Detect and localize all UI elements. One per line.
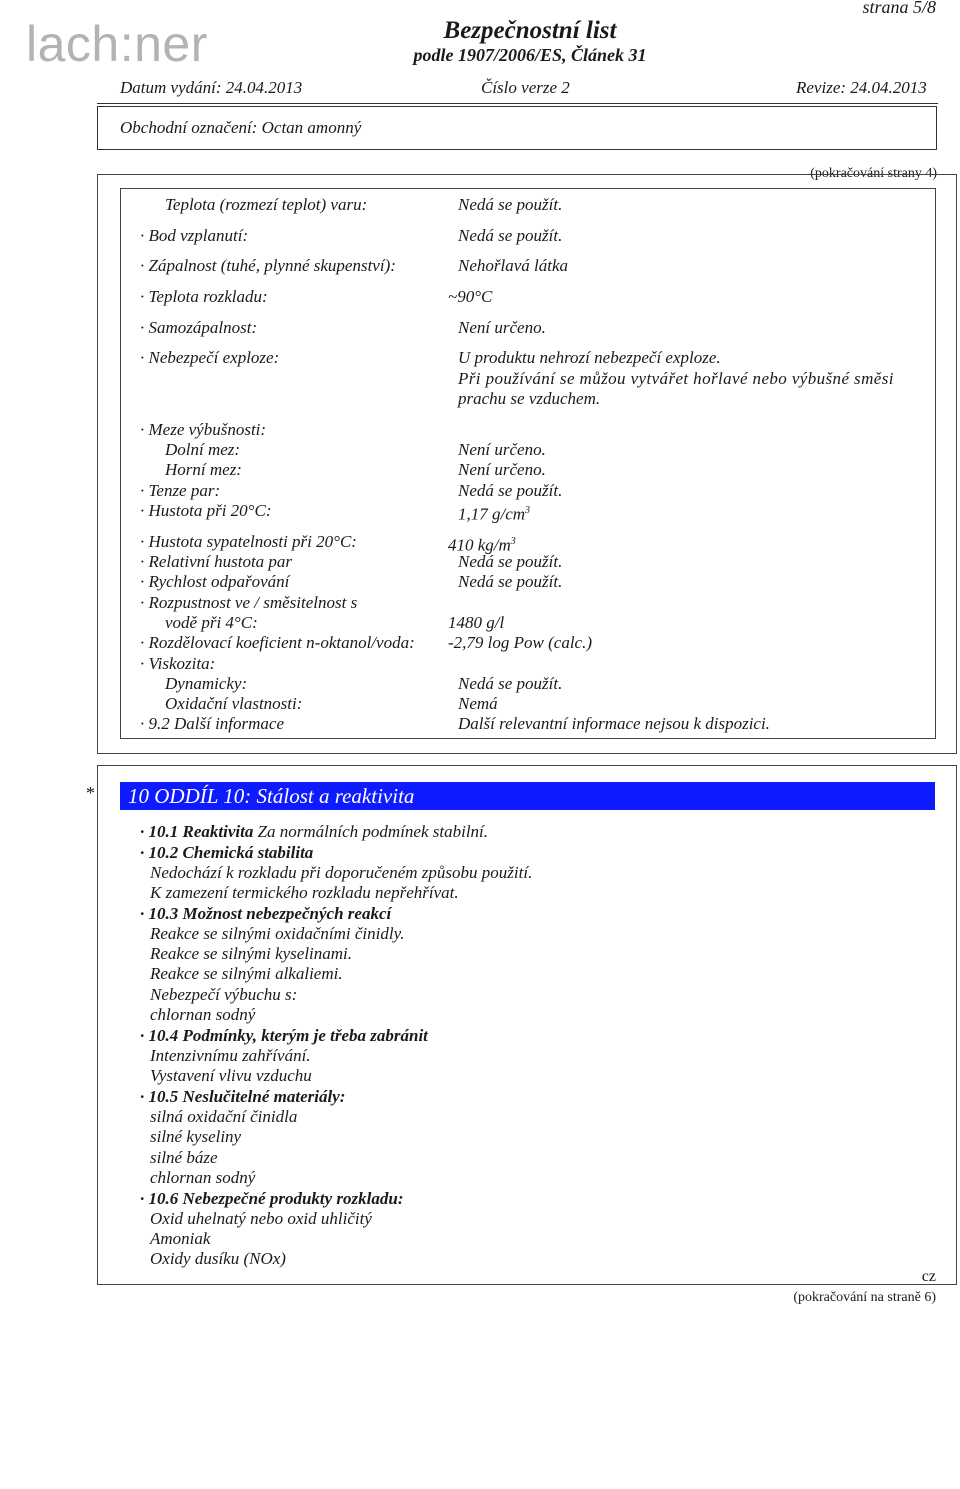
subsection-text: Amoniak (150, 1229, 211, 1248)
version-number: Číslo verze 2 (481, 78, 570, 97)
subsection-text: chlornan sodný (150, 1005, 256, 1024)
subsection-heading: · 10.3 Možnost nebezpečných reakcí (140, 904, 392, 923)
subsection-heading: · 10.4 Podmínky, kterým je třeba zabránit (140, 1026, 428, 1045)
header-divider (97, 103, 938, 104)
subsection-text: K zamezení termického rozkladu nepřehřívat. (150, 883, 459, 902)
property-label: · Teplota rozkladu: (140, 287, 268, 306)
company-logo: lach:ner (26, 16, 208, 72)
property-value: Není určeno. (458, 318, 546, 337)
subsection-text: silné báze (150, 1148, 218, 1167)
subsection-heading: · 10.6 Nebezpečné produkty rozkladu: (140, 1189, 404, 1208)
subsection-text: Oxidy dusíku (NOx) (150, 1249, 286, 1268)
revision-date: Revize: 24.04.2013 (796, 78, 927, 97)
property-value-line3: prachu se vzduchem. (458, 389, 601, 408)
document-subtitle: podle 1907/2006/ES, Článek 31 (413, 45, 647, 65)
page-number: strana 5/8 (862, 0, 936, 17)
property-value: Nedá se použít. (458, 481, 563, 500)
trade-name: Obchodní označení: Octan amonný (120, 118, 362, 137)
property-label: · Tenze par: (140, 481, 221, 500)
property-label: · Zápalnost (tuhé, plynné skupenství): (140, 256, 396, 275)
continuation-from-note: (pokračování strany 4) (810, 166, 937, 181)
property-label: · Hustota sypatelnosti při 20°C: (140, 532, 357, 551)
property-value: Nedá se použít. (458, 572, 563, 591)
subsection-text: Reakce se silnými oxidačními činidly. (150, 924, 405, 943)
continuation-to-note: (pokračování na straně 6) (793, 1290, 936, 1305)
changed-marker: * (86, 783, 95, 803)
document-title: Bezpečnostní list (443, 17, 617, 44)
property-label: Dynamicky: (165, 674, 248, 693)
property-value: 1,17 $g/cm^3$ (458, 504, 531, 524)
property-value: Nedá se použít. (458, 674, 563, 693)
subsection-text: Oxid uhelnatý nebo oxid uhličitý (150, 1209, 372, 1228)
property-label: · Meze výbušnosti: (140, 420, 267, 439)
property-value: -2,79 log Pow (calc.) (448, 633, 592, 652)
property-label: · Rychlost odpařování (140, 572, 290, 591)
property-label: · Hustota při 20°C: (140, 501, 272, 520)
property-label: · Rozdělovací koeficient n-oktanol/voda: (140, 633, 415, 652)
subsection-text: Nedochází k rozkladu při doporučeném způsobu použití. (150, 863, 533, 882)
subsection-heading: · 10.5 Neslučitelné materiály: (140, 1087, 346, 1106)
property-label: · Samozápalnost: (140, 318, 258, 337)
property-value: Není určeno. (458, 460, 546, 479)
property-value: 410 $kg/m^3$ (448, 535, 516, 555)
language-code: cz (921, 1268, 936, 1285)
property-value: Další relevantní informace nejsou k dispozici. (458, 714, 770, 733)
subsection-text: Intenzivnímu zahřívání. (150, 1046, 311, 1065)
subsection-text: Reakce se silnými alkaliemi. (150, 964, 343, 983)
property-label: Dolní mez: (165, 440, 241, 459)
property-label: · Viskozita: (140, 654, 216, 673)
property-label: · Relativní hustota par (140, 552, 293, 571)
property-value: ~90°C (448, 287, 493, 306)
subsection-text: Reakce se silnými kyselinami. (150, 944, 353, 963)
property-label: · Bod vzplanutí: (140, 226, 249, 245)
property-value: U produktu nehrozí nebezpečí exploze. (458, 348, 721, 367)
property-value: Nedá se použít. (458, 552, 563, 571)
subsection-text: Nebezpečí výbuchu s: (150, 985, 298, 1004)
subsection-text: Vystavení vlivu vzduchu (150, 1066, 312, 1085)
subsection-text: silné kyseliny (150, 1127, 242, 1146)
subsection-text: silná oxidační činidla (150, 1107, 298, 1126)
subsection-text: chlornan sodný (150, 1168, 256, 1187)
property-value: 1480 g/l (448, 613, 505, 632)
property-value: Nemá (458, 694, 498, 713)
property-value: Nehořlavá látka (458, 256, 569, 275)
property-value-line2: Při používání se můžou vytvářet hořlavé nebo výbušné směsi (458, 369, 894, 388)
property-value: Nedá se použít. (458, 195, 563, 214)
property-label: Horní mez: (165, 460, 242, 479)
property-label: · 9.2 Další informace (140, 714, 285, 733)
property-label: · Rozpustnost ve / směsitelnost s (140, 593, 358, 612)
property-value: Nedá se použít. (458, 226, 563, 245)
issue-date: Datum vydání: 24.04.2013 (120, 78, 303, 97)
property-label: Teplota (rozmezí teplot) varu: (165, 195, 368, 214)
subsection-heading: · 10.2 Chemická stabilita (140, 843, 314, 862)
property-label: · Nebezpečí exploze: (140, 348, 280, 367)
property-label: Oxidační vlastnosti: (165, 694, 303, 713)
section10-title: 10 ODDÍL 10: Stálost a reaktivita (120, 782, 935, 810)
property-label: vodě při 4°C: (165, 613, 258, 632)
property-value: Není určeno. (458, 440, 546, 459)
subsection-heading: · 10.1 Reaktivita Za normálních podmínek stabilní. (140, 822, 489, 841)
